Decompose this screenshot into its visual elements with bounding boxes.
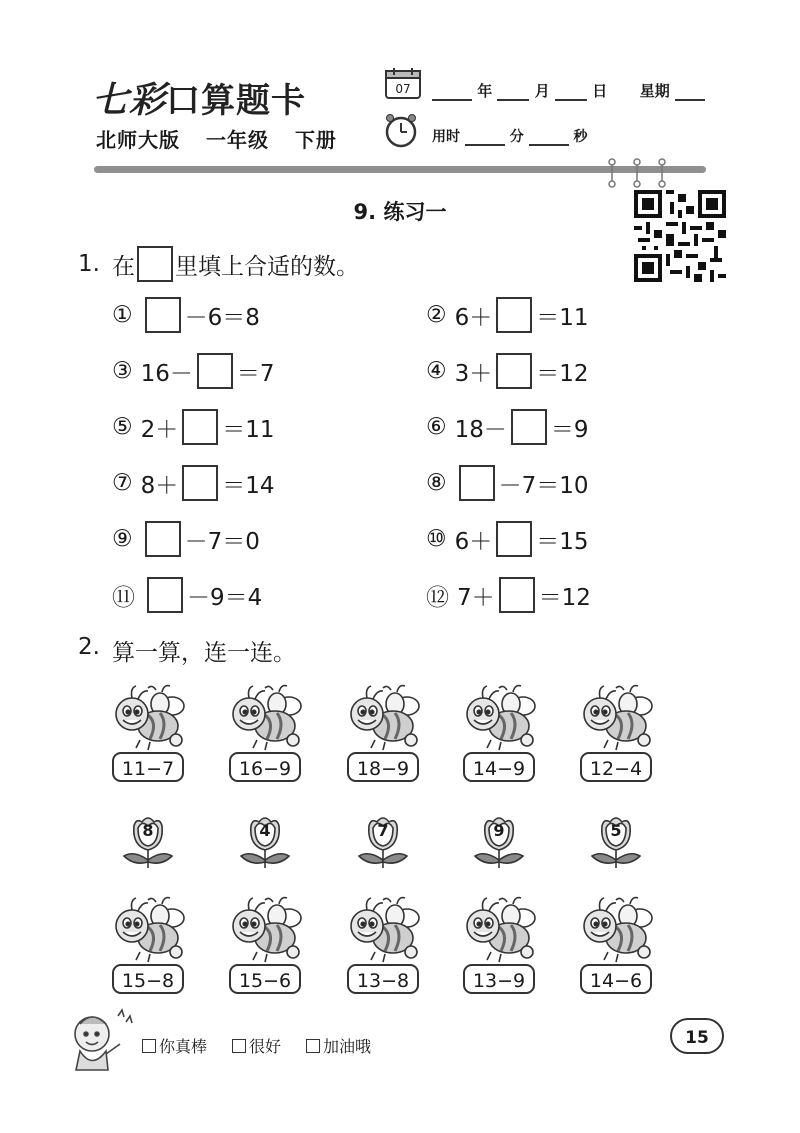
lesson-title: 9. 练习一 [353, 200, 447, 224]
time-fill-line [432, 126, 588, 146]
answer-box[interactable] [145, 297, 181, 333]
brand-title [92, 72, 306, 123]
problem-number: ③ [112, 358, 133, 384]
flower-number: 8 [142, 821, 154, 840]
bee-icon [461, 682, 537, 754]
top-bee-expression-1[interactable]: 11−7 [112, 752, 184, 782]
prompt-example-box [137, 246, 173, 282]
bee-icon [578, 682, 654, 754]
edition-grade: 一年级 [205, 128, 269, 152]
problem-left-part: 7＋ [457, 584, 495, 611]
question-2-number: 2. [78, 634, 100, 660]
flower-number: 7 [377, 821, 389, 840]
problem-9 [112, 521, 260, 557]
date-fill-line [432, 80, 705, 101]
answer-box[interactable] [197, 353, 233, 389]
bee-icon [345, 682, 421, 754]
answer-box[interactable] [499, 577, 535, 613]
problem-right-part: ＝12 [536, 360, 589, 387]
top-bee-expression-4[interactable]: 14−9 [463, 752, 535, 782]
problem-2 [426, 297, 589, 333]
answer-box[interactable] [496, 297, 532, 333]
rating-good-checkbox[interactable] [232, 1039, 246, 1053]
problem-12 [426, 577, 591, 613]
problem-1 [112, 297, 260, 333]
day-label: 日 [592, 82, 608, 100]
weekday-label: 星期 [639, 82, 670, 100]
answer-box[interactable] [459, 465, 495, 501]
problem-number: ⑧ [426, 470, 447, 496]
problem-number: ④ [426, 358, 447, 384]
bee-icon [227, 682, 303, 754]
top-bee-expression-5[interactable]: 12−4 [580, 752, 652, 782]
problem-8 [426, 465, 589, 501]
second-label: 秒 [573, 129, 588, 145]
problem-10 [426, 521, 589, 557]
mascot-kid-icon [62, 1004, 140, 1076]
answer-box[interactable] [182, 409, 218, 445]
top-bee-expression-2[interactable]: 16−9 [229, 752, 301, 782]
problem-number: ⑤ [112, 414, 133, 440]
question-1-prompt-end: 里填上合适的数。 [174, 253, 359, 280]
year-label: 年 [477, 82, 493, 100]
question-2-prompt: 算一算，连一连。 [111, 640, 296, 666]
bee-icon [227, 894, 303, 966]
rating-great[interactable] [142, 1034, 207, 1057]
year-blank[interactable] [432, 83, 472, 101]
divider-pins-icon [604, 158, 674, 188]
bee-icon [578, 894, 654, 966]
bee-icon [461, 894, 537, 966]
rating-keep-going-label: 加油哦 [323, 1037, 372, 1056]
problem-5 [112, 409, 275, 445]
problem-right-part: －7＝0 [184, 528, 260, 555]
problem-right-part: ＝7 [236, 360, 275, 387]
problem-number: ① [112, 302, 133, 328]
problem-left-part: 6＋ [454, 528, 493, 555]
problem-left-part: 6＋ [454, 304, 493, 331]
rating-great-label: 你真棒 [159, 1037, 208, 1056]
problem-number: ② [426, 302, 447, 328]
weekday-blank[interactable] [675, 83, 705, 101]
brand-name: 口算题卡 [166, 81, 307, 121]
rating-keep-going-checkbox[interactable] [306, 1039, 320, 1053]
problem-right-part: －9＝4 [187, 584, 263, 611]
edition-volume: 下册 [294, 128, 337, 152]
problem-left-part: 18－ [454, 416, 507, 443]
problem-left-part: 8＋ [140, 472, 179, 499]
answer-box[interactable] [496, 353, 532, 389]
calendar-icon-number: 07 [395, 82, 411, 96]
answer-box[interactable] [145, 521, 181, 557]
problem-number: ⑫ [426, 584, 449, 611]
problem-right-part: ＝14 [222, 472, 275, 499]
problem-number: ⑪ [112, 584, 135, 611]
bottom-bee-expression-2[interactable]: 15−6 [229, 964, 301, 994]
minute-blank[interactable] [465, 130, 505, 146]
bottom-bee-expression-5[interactable]: 14−6 [580, 964, 652, 994]
problem-number: ⑥ [426, 414, 447, 440]
problem-left-part: 3＋ [454, 360, 493, 387]
problem-6 [426, 409, 589, 445]
problem-3 [112, 353, 275, 389]
problem-number: ⑩ [426, 526, 447, 552]
question-1-heading [78, 246, 359, 282]
second-blank[interactable] [529, 130, 569, 146]
day-blank[interactable] [555, 83, 587, 101]
rating-great-checkbox[interactable] [142, 1039, 156, 1053]
answer-box[interactable] [511, 409, 547, 445]
bottom-bee-expression-3[interactable]: 13−8 [347, 964, 419, 994]
month-blank[interactable] [497, 83, 529, 101]
minute-label: 分 [509, 129, 524, 145]
bee-icon [110, 894, 186, 966]
problem-left-part: 16－ [140, 360, 193, 387]
question-1-number: 1. [78, 251, 100, 277]
rating-keep-going[interactable] [306, 1034, 371, 1057]
brand-prefix: 七彩 [92, 79, 167, 121]
edition-line [96, 124, 355, 153]
problem-right-part: ＝11 [222, 416, 275, 443]
problem-right-part: ＝12 [538, 584, 591, 611]
flower-number: 5 [610, 821, 622, 840]
bee-icon [110, 682, 186, 754]
bee-icon [345, 894, 421, 966]
answer-box[interactable] [496, 521, 532, 557]
clock-icon [384, 112, 418, 148]
problem-right-part: ＝9 [550, 416, 589, 443]
month-label: 月 [534, 82, 550, 100]
problem-right-part: ＝15 [536, 528, 589, 555]
bottom-bee-expression-4[interactable]: 13−9 [463, 964, 535, 994]
calendar-icon [384, 66, 422, 100]
answer-box[interactable] [147, 577, 183, 613]
bottom-bee-expression-1[interactable]: 15−8 [112, 964, 184, 994]
flower-number: 9 [493, 821, 505, 840]
time-used-label: 用时 [432, 129, 460, 145]
top-bee-expression-3[interactable]: 18−9 [347, 752, 419, 782]
flower-number: 4 [259, 821, 271, 840]
problem-11 [112, 577, 262, 613]
question-2-heading [78, 634, 296, 667]
problem-right-part: －7＝10 [498, 472, 589, 499]
page-number: 15 [670, 1018, 724, 1054]
qr-code-icon[interactable] [634, 190, 726, 282]
problem-left-part: 2＋ [140, 416, 179, 443]
problem-4 [426, 353, 589, 389]
rating-good[interactable] [232, 1034, 281, 1057]
answer-box[interactable] [182, 465, 218, 501]
question-1-prompt-start: 在 [111, 253, 135, 280]
problem-right-part: －6＝8 [184, 304, 260, 331]
problem-7 [112, 465, 275, 501]
problem-number: ⑨ [112, 526, 133, 552]
edition-publisher: 北师大版 [96, 128, 180, 152]
rating-good-label: 很好 [249, 1037, 282, 1056]
problem-right-part: ＝11 [536, 304, 589, 331]
problem-number: ⑦ [112, 470, 133, 496]
